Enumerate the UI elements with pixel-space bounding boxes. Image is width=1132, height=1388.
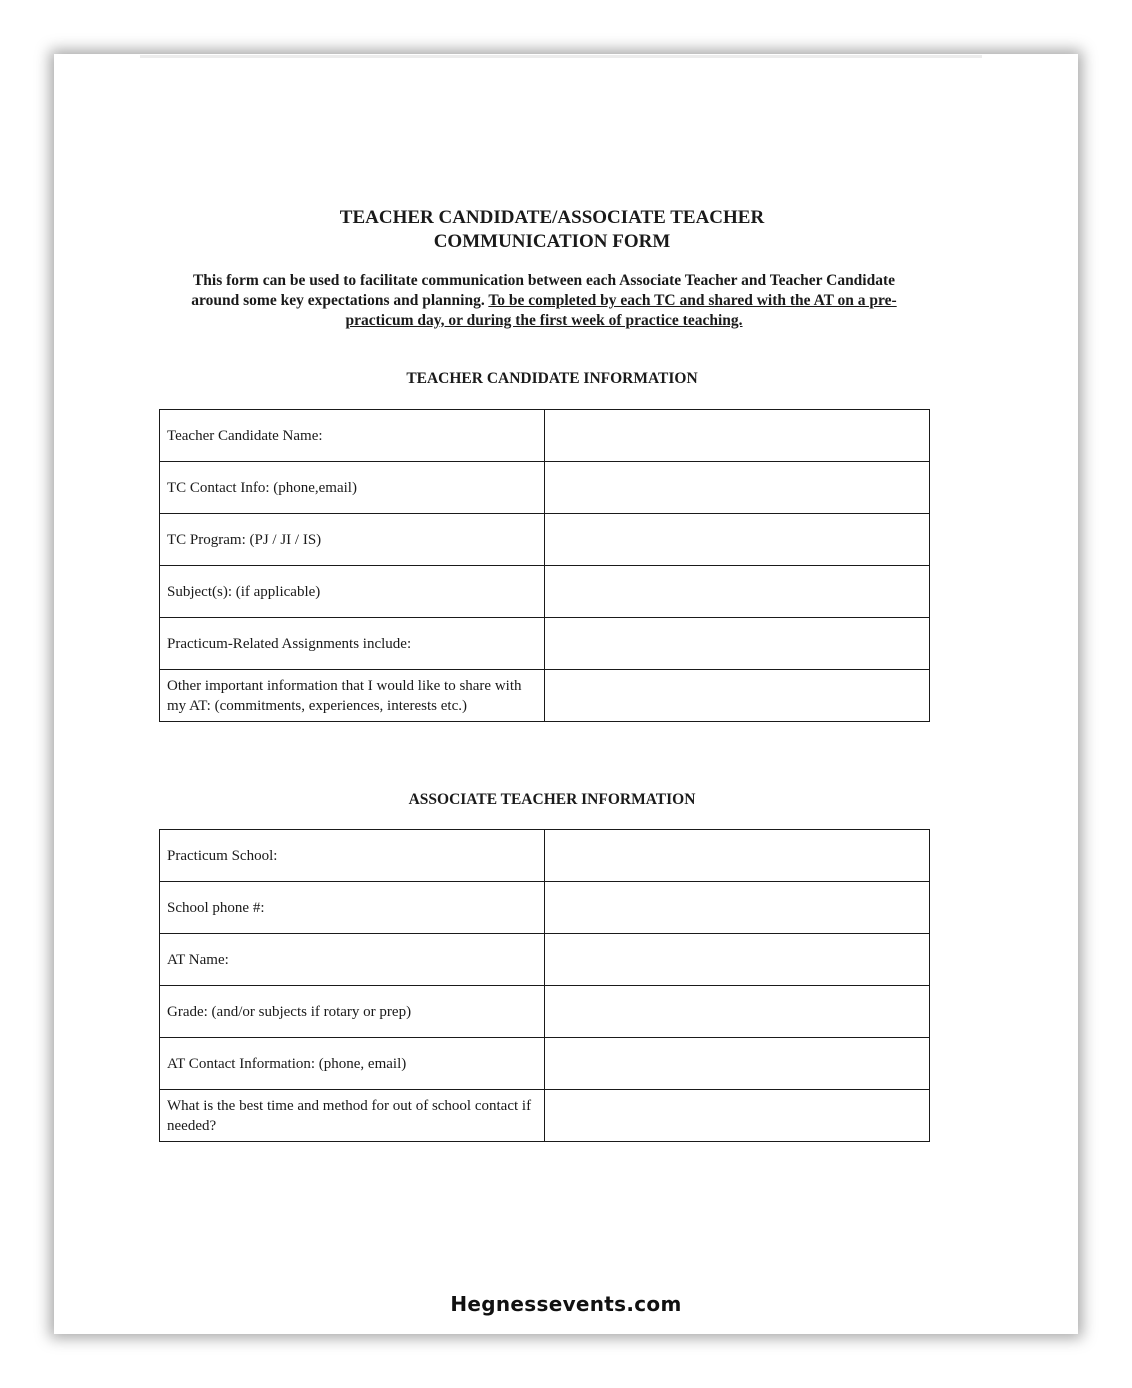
form-page — [54, 54, 1078, 1334]
table-row — [160, 1090, 930, 1142]
practicum-school-label: Practicum School: — [160, 830, 545, 882]
tc-contact-label: TC Contact Info: (phone,email) — [160, 462, 545, 514]
tc-name-field[interactable] — [545, 410, 930, 462]
tc-assignments-label: Practicum-Related Assignments include: — [160, 618, 545, 670]
best-contact-time-label: What is the best time and method for out of school contact if needed? — [160, 1090, 545, 1142]
watermark-text: Hegnessevents.com — [450, 1292, 682, 1316]
form-title — [40, 206, 1064, 254]
table-row — [160, 1038, 930, 1090]
table-row — [160, 670, 930, 722]
table-row — [160, 934, 930, 986]
intro-instructions: To be completed by each TC and shared with the AT on a pre-practicum day, or during the first week of practice teaching. — [345, 292, 897, 329]
at-name-label: AT Name: — [160, 934, 545, 986]
tc-assignments-field[interactable] — [545, 618, 930, 670]
table-row — [160, 986, 930, 1038]
intro-paragraph — [174, 271, 914, 331]
school-phone-field[interactable] — [545, 882, 930, 934]
form-title-line-1: TEACHER CANDIDATE/ASSOCIATE TEACHER — [339, 207, 765, 228]
tc-subjects-label: Subject(s): (if applicable) — [160, 566, 545, 618]
school-phone-label: School phone #: — [160, 882, 545, 934]
top-divider — [140, 55, 982, 58]
grade-label: Grade: (and/or subjects if rotary or prep) — [160, 986, 545, 1038]
table-row — [160, 462, 930, 514]
tc-contact-field[interactable] — [545, 462, 930, 514]
tc-subjects-field[interactable] — [545, 566, 930, 618]
at-contact-label: AT Contact Information: (phone, email) — [160, 1038, 545, 1090]
tc-other-info-field[interactable] — [545, 670, 930, 722]
at-section-heading: ASSOCIATE TEACHER INFORMATION — [408, 791, 696, 808]
practicum-school-field[interactable] — [545, 830, 930, 882]
tc-name-label: Teacher Candidate Name: — [160, 410, 545, 462]
tc-program-field[interactable] — [545, 514, 930, 566]
tc-section-heading: TEACHER CANDIDATE INFORMATION — [406, 370, 698, 387]
table-row — [160, 410, 930, 462]
table-row — [160, 566, 930, 618]
intro-text: This form can be used to facilitate communication between each Associate Teacher and Teacher Candidate around some key expectations and planning. — [191, 272, 896, 309]
table-row — [160, 514, 930, 566]
tc-info-table — [159, 409, 930, 722]
grade-field[interactable] — [545, 986, 930, 1038]
table-row — [160, 830, 930, 882]
tc-other-info-label: Other important information that I would like to share with my AT: (commitments, experiences, interests etc.) — [160, 670, 545, 722]
best-contact-time-field[interactable] — [545, 1090, 930, 1142]
table-row — [160, 618, 930, 670]
form-title-line-2: COMMUNICATION FORM — [433, 231, 671, 252]
at-name-field[interactable] — [545, 934, 930, 986]
at-info-table — [159, 829, 930, 1142]
at-contact-field[interactable] — [545, 1038, 930, 1090]
tc-program-label: TC Program: (PJ / JI / IS) — [160, 514, 545, 566]
table-row — [160, 882, 930, 934]
